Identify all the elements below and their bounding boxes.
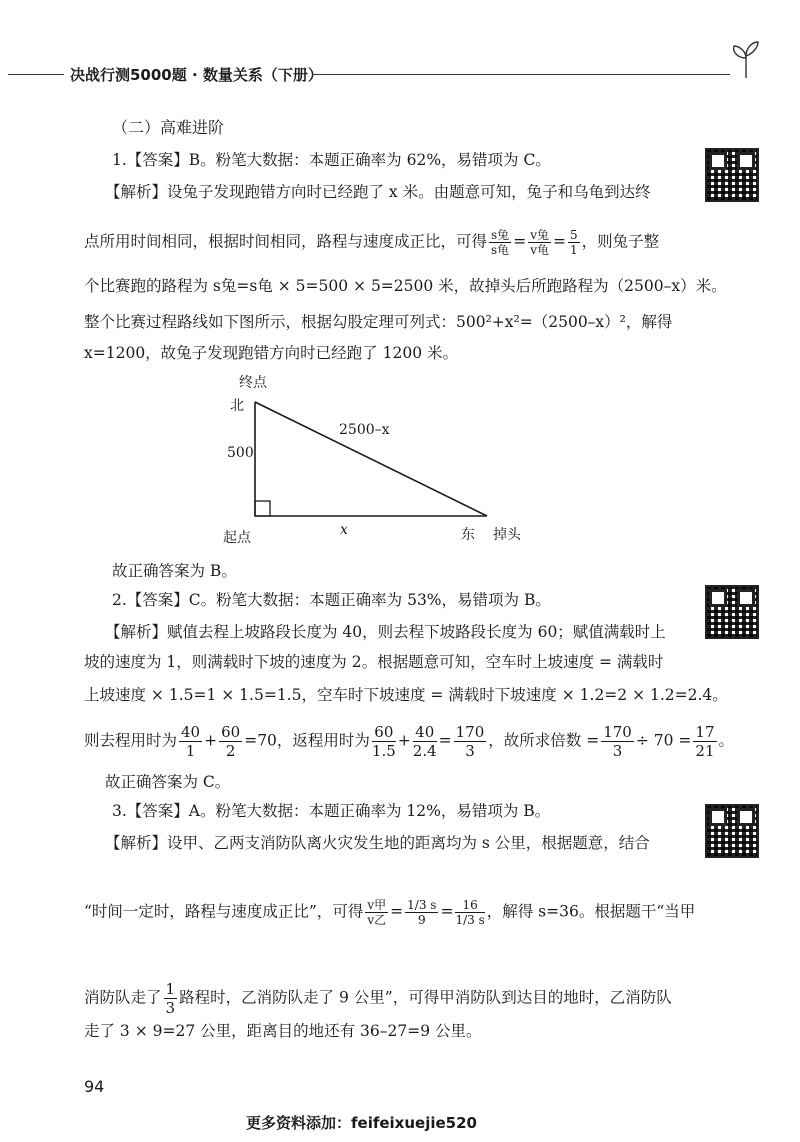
q1-analysis-line2: 点所用时间相同，根据时间相同，路程与速度成正比，可得 $\frac{\text{s兔}}{\text{s龟}}$ = $\frac{\text{v兔}}{\text{v龟}}$ = $\frac{5}{1}$ ，则兔子整 (84, 228, 660, 257)
q2-analysis-line2: 坡的速度为 1，则满载时下坡的速度为 2。根据题意可知，空车时上坡速度 = 满载时 (84, 653, 664, 671)
q3-analysis-line2: “时间一定时，路程与速度成正比”，可得 $\frac{\text{v甲}}{\text{v乙}}$ = $\frac{1/3 s}{9}$ = $\frac{16}{1/3 s}$ ，解得 s=36。根据题干“当甲 (84, 898, 696, 927)
route-diagram (215, 370, 545, 550)
q3-analysis-line3: 消防队走了 $\frac{1}{3}$ 路程时，乙消防队走了 9 公里”，可得甲消防队到达目的地时，乙消防队 (84, 980, 672, 1017)
q2-answer: 2.【答案】C。粉笔大数据：本题正确率为 53%，易错项为 B。 (112, 591, 551, 609)
fraction-16-over-third-s: $\frac{16}{1/3 s}$ (455, 898, 485, 927)
fraction-170-3: $\frac{170}{3}$ (455, 723, 485, 760)
fraction-40-1: $\frac{40}{1}$ (181, 723, 201, 760)
base-length-label: x (340, 522, 348, 538)
fraction-v-ratio: $\frac{\text{v甲}}{\text{v乙}}$ (367, 898, 387, 927)
qr-code-1[interactable] (705, 148, 759, 202)
fraction-60-1.5: $\frac{60}{1.5}$ (371, 723, 396, 760)
hypotenuse-label: 2500–x (339, 422, 390, 438)
q3-analysis-line1: 【解析】设甲、乙两支消防队离火灾发生地的距离均为 s 公里，根据题意，结合 (105, 834, 650, 852)
end-point-label: 终点 (239, 375, 267, 391)
fraction-40-2.4: $\frac{40}{2.4}$ (412, 723, 437, 760)
q3-analysis-line4: 走了 3 × 9=27 公里，距离目的地还有 36–27=9 公里。 (84, 1022, 482, 1040)
hypotenuse (255, 402, 487, 516)
start-point-label: 起点 (223, 530, 251, 546)
q2-analysis-line1: 【解析】赋值去程上坡路段长度为 40，则去程下坡路段长度为 60；赋值满载时上 (105, 623, 666, 641)
section-title: （二）高难进阶 (112, 118, 225, 137)
q1-analysis-line1: 【解析】设兔子发现跑错方向时已经跑了 x 米。由题意可知，兔子和乌龟到达终 (105, 183, 651, 201)
q1-analysis-line4: 整个比赛过程路线如下图所示，根据勾股定理可列式：500²+x²=（2500–x）²，解得 (84, 313, 673, 331)
header-rule-left (8, 74, 64, 75)
east-label: 东 (461, 527, 475, 543)
q1-analysis-line3: 个比赛跑的路程为 s兔=s龟 × 5=500 × 5=2500 米，故掉头后所跑路程为（2500–x）米。 (84, 277, 727, 295)
q2-conclusion: 故正确答案为 C。 (105, 773, 231, 791)
sprout-icon (728, 40, 764, 80)
fraction-60-2: $\frac{60}{2}$ (221, 723, 241, 760)
turn-around-label: 掉头 (493, 527, 521, 543)
q2-analysis-line4: 则去程用时为 $\frac{40}{1}$ + $\frac{60}{2}$ =70，返程用时为 $\frac{60}{1.5}$ + $\frac{40}{2.4}$ = $\frac{170}{3}$ ，故所求倍数 = $\frac{170}{3}$ ÷ 70 = $\frac{17}{21}$ 。 (84, 723, 735, 760)
header-rule-right (312, 74, 730, 75)
footer-note: 更多资料添加：feifeixuejie520 (246, 1114, 477, 1132)
right-angle-mark (255, 501, 270, 516)
header-title: 决战行测5000题 · 数量关系（下册） (70, 66, 323, 84)
q1-answer: 1.【答案】B。粉笔大数据：本题正确率为 62%，易错项为 C。 (112, 151, 551, 169)
q3-answer: 3.【答案】A。粉笔大数据：本题正确率为 12%，易错项为 B。 (112, 802, 551, 820)
fraction-ratio: $\frac{5}{1}$ (569, 228, 578, 257)
fraction-one-third: $\frac{1}{3}$ (165, 980, 176, 1017)
fraction-s: $\frac{\text{s兔}}{\text{s龟}}$ (491, 228, 510, 257)
q1-conclusion: 故正确答案为 B。 (112, 562, 237, 580)
fraction-v: $\frac{\text{v兔}}{\text{v龟}}$ (530, 228, 549, 257)
fraction-17-21: $\frac{17}{21}$ (695, 723, 715, 760)
vertical-length-label: 500 (227, 445, 254, 461)
fraction-third-s-over-9: $\frac{1/3 s}{9}$ (407, 898, 437, 927)
qr-code-2[interactable] (705, 585, 759, 639)
fraction-170-3-b: $\frac{170}{3}$ (603, 723, 632, 760)
page-number: 94 (84, 1077, 105, 1096)
q1-analysis-line5: x=1200，故兔子发现跑错方向时已经跑了 1200 米。 (84, 344, 458, 362)
qr-code-3[interactable] (705, 804, 759, 858)
north-label: 北 (230, 398, 244, 414)
q2-analysis-line3: 上坡速度 × 1.5=1 × 1.5=1.5，空车时下坡速度 = 满载时下坡速度 × 1.2=2 × 1.2=2.4。 (84, 686, 728, 704)
